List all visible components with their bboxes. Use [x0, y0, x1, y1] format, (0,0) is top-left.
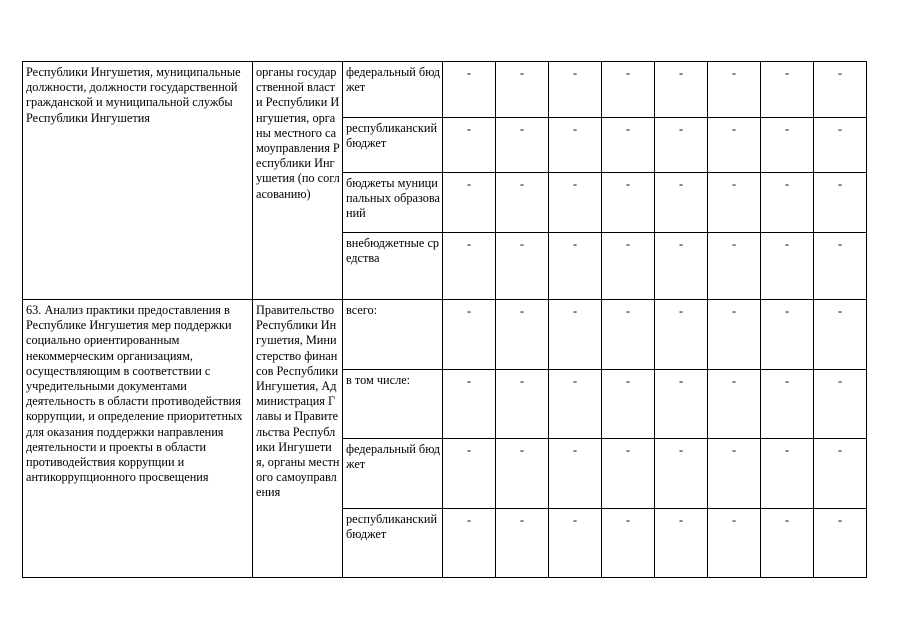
measure-description: Республики Ингушетия, муниципальные должности, должности государственной гражданской и муниципальной службы Республики Ингушетия	[23, 62, 253, 300]
funding-source: республиканский бюджет	[343, 118, 443, 173]
value-cell: -	[549, 439, 602, 509]
value-cell: -	[496, 118, 549, 173]
funding-source: бюджеты муниципальных образований	[343, 173, 443, 233]
value-cell: -	[761, 509, 814, 578]
value-cell: -	[655, 118, 708, 173]
value-cell: -	[443, 509, 496, 578]
table-row	[23, 62, 867, 118]
value-cell: -	[496, 300, 549, 370]
value-cell: -	[708, 300, 761, 370]
value-cell: -	[708, 509, 761, 578]
value-cell: -	[602, 370, 655, 439]
value-cell: -	[602, 300, 655, 370]
measure-description: 63. Анализ практики предоставления в Республике Ингушетия мер поддержки социально ориентированным некоммерческим организациям, осуществляющим в соответствии с учредительными документами деятельность в области противодействия коррупции, и определение приоритетных для оказания поддержки направления деятельности и проекты в области противодействия коррупции и антикоррупционного просвещения	[23, 300, 253, 578]
value-cell: -	[443, 439, 496, 509]
value-cell: -	[708, 118, 761, 173]
value-cell: -	[602, 509, 655, 578]
value-cell: -	[814, 62, 867, 118]
value-cell: -	[814, 233, 867, 300]
value-cell: -	[443, 62, 496, 118]
value-cell: -	[655, 173, 708, 233]
value-cell: -	[443, 118, 496, 173]
value-cell: -	[549, 509, 602, 578]
funding-source: федеральный бюджет	[343, 439, 443, 509]
funding-source: всего:	[343, 300, 443, 370]
value-cell: -	[655, 509, 708, 578]
value-cell: -	[814, 118, 867, 173]
value-cell: -	[814, 439, 867, 509]
value-cell: -	[655, 233, 708, 300]
value-cell: -	[496, 370, 549, 439]
table-row	[23, 300, 867, 370]
value-cell: -	[814, 300, 867, 370]
value-cell: -	[549, 300, 602, 370]
value-cell: -	[708, 62, 761, 118]
value-cell: -	[708, 439, 761, 509]
value-cell: -	[496, 173, 549, 233]
funding-source: внебюджетные средства	[343, 233, 443, 300]
value-cell: -	[443, 370, 496, 439]
value-cell: -	[708, 173, 761, 233]
value-cell: -	[761, 439, 814, 509]
value-cell: -	[761, 300, 814, 370]
value-cell: -	[655, 300, 708, 370]
value-cell: -	[655, 62, 708, 118]
funding-table	[22, 61, 867, 578]
value-cell: -	[549, 62, 602, 118]
funding-source: республиканский бюджет	[343, 509, 443, 578]
value-cell: -	[761, 370, 814, 439]
value-cell: -	[708, 233, 761, 300]
executor-cell: органы государственной власти Республики Ингушетия, органы местного самоуправления Республики Ингушетия (по согласованию)	[253, 62, 343, 300]
value-cell: -	[443, 300, 496, 370]
value-cell: -	[602, 233, 655, 300]
value-cell: -	[655, 370, 708, 439]
value-cell: -	[549, 370, 602, 439]
value-cell: -	[496, 509, 549, 578]
value-cell: -	[443, 173, 496, 233]
value-cell: -	[549, 233, 602, 300]
value-cell: -	[814, 370, 867, 439]
value-cell: -	[602, 118, 655, 173]
value-cell: -	[549, 118, 602, 173]
executor-cell: Правительство Республики Ингушетия, Министерство финансов Республики Ингушетия, Администрация Главы и Правительства Республики Ингушетия, органы местного самоуправления	[253, 300, 343, 578]
value-cell: -	[761, 118, 814, 173]
value-cell: -	[602, 62, 655, 118]
value-cell: -	[761, 173, 814, 233]
value-cell: -	[496, 233, 549, 300]
value-cell: -	[761, 233, 814, 300]
value-cell: -	[708, 370, 761, 439]
table-body	[23, 62, 867, 578]
funding-source: федеральный бюджет	[343, 62, 443, 118]
value-cell: -	[602, 439, 655, 509]
value-cell: -	[443, 233, 496, 300]
value-cell: -	[549, 173, 602, 233]
value-cell: -	[814, 173, 867, 233]
funding-source: в том числе:	[343, 370, 443, 439]
value-cell: -	[761, 62, 814, 118]
value-cell: -	[496, 62, 549, 118]
value-cell: -	[602, 173, 655, 233]
value-cell: -	[814, 509, 867, 578]
value-cell: -	[655, 439, 708, 509]
value-cell: -	[496, 439, 549, 509]
